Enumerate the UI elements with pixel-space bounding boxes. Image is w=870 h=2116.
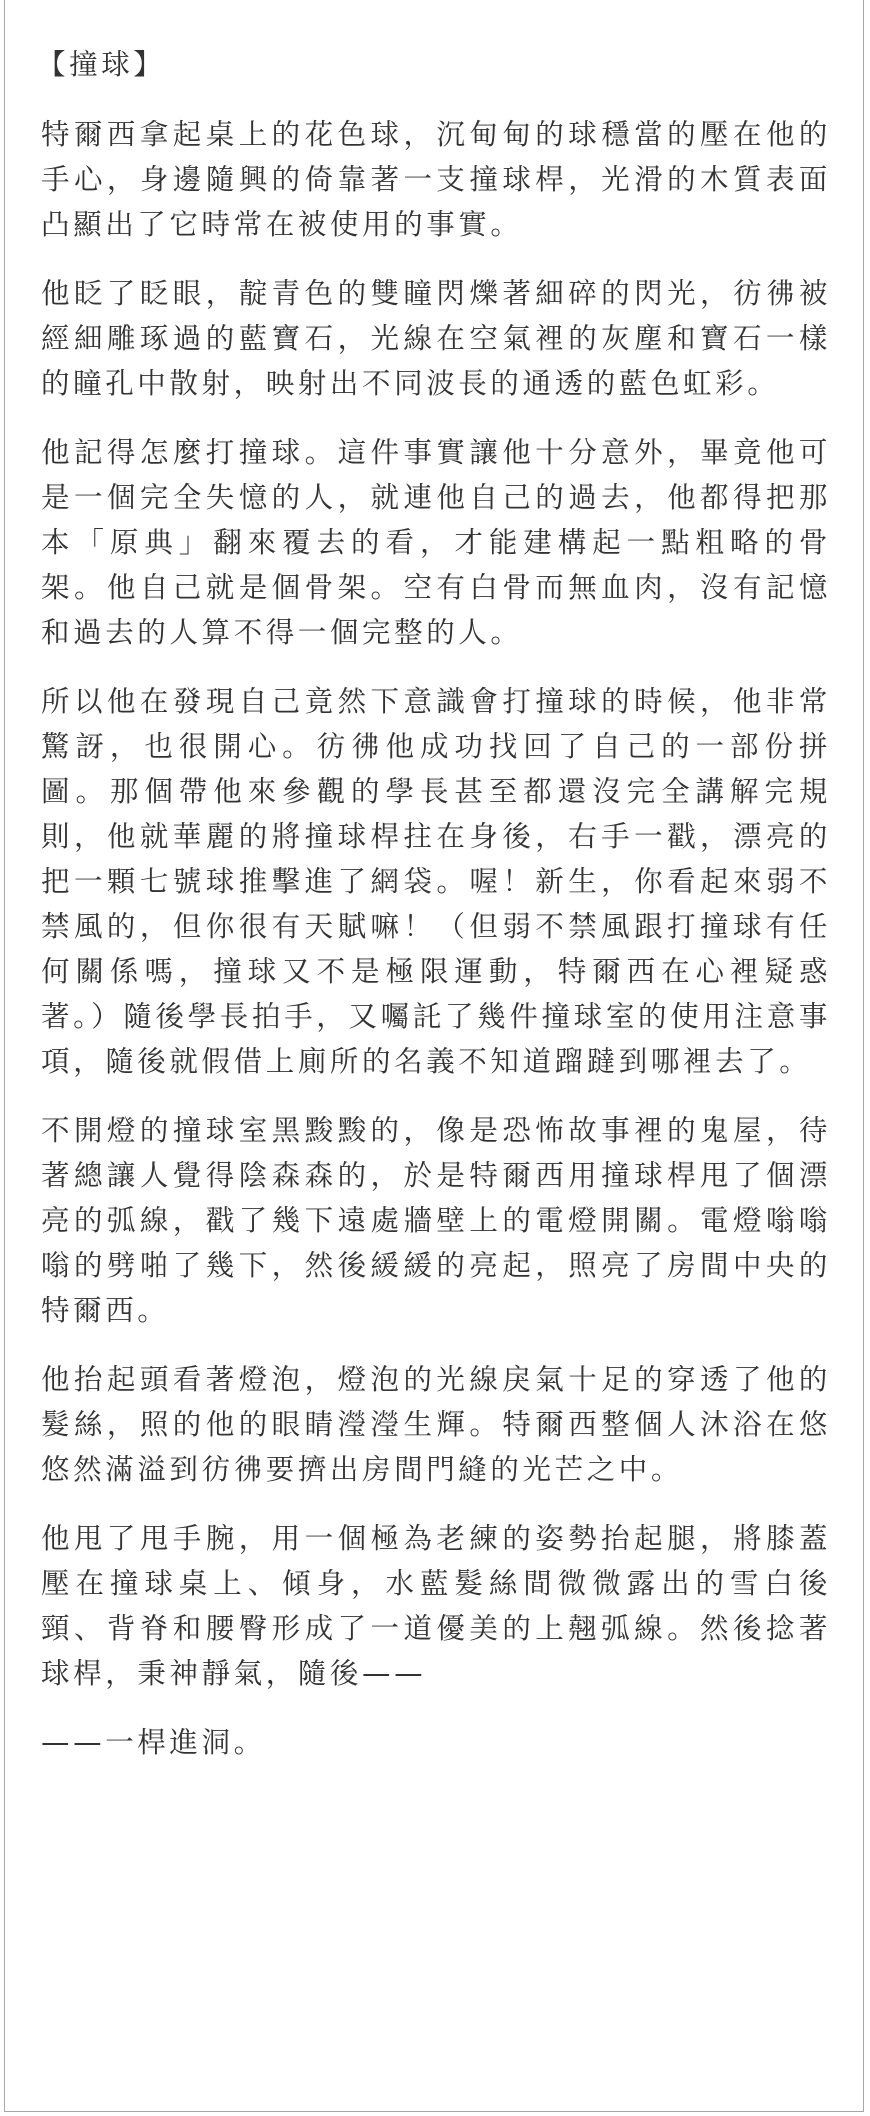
page-frame [4, 0, 864, 2112]
paragraph-2: 他眨了眨眼，靛青色的雙瞳閃爍著細碎的閃光，彷彿被經細雕琢過的藍寶石，光線在空氣裡的灰塵和寶石一樣的瞳孔中散射，映射出不同波長的通透的藍色虹彩。 [41, 277, 831, 400]
paragraph-5: 不開燈的撞球室黑黢黢的，像是恐怖故事裡的鬼屋，待著總讓人覺得陰森森的，於是特爾西用撞球桿甩了個漂亮的弧線，戳了幾下遠處牆壁上的電燈開關。電燈嗡嗡嗡的劈啪了幾下，然後緩緩的亮起，照亮了房間中央的特爾西。 [41, 1114, 831, 1327]
chapter-title: 【撞球】 [37, 48, 166, 81]
document-body [37, 42, 831, 1789]
paragraph-1: 特爾西拿起桌上的花色球，沉甸甸的球穩當的壓在他的手心，身邊隨興的倚靠著一支撞球桿，光滑的木質表面凸顯出了它時常在被使用的事實。 [41, 118, 831, 241]
paragraph-4: 所以他在發現自己竟然下意識會打撞球的時候，他非常驚訝，也很開心。彷彿他成功找回了自己的一部份拼圖。那個帶他來參觀的學長甚至都還沒完全講解完規則，他就華麗的將撞球桿拄在身後，右手一戳，漂亮的把一顆七號球推擊進了網袋。喔！新生，你看起來弱不禁風的，但你很有天賦嘛！（但弱不禁風跟打撞球有任何關係嗎，撞球又不是極限運動，特爾西在心裡疑惑著。）隨後學長拍手，又囑託了幾件撞球室的使用注意事項，隨後就假借上廁所的名義不知道蹓躂到哪裡去了。 [41, 685, 831, 1078]
paragraph-6: 他抬起頭看著燈泡，燈泡的光線戾氣十足的穿透了他的髮絲，照的他的眼睛瀅瀅生輝。特爾西整個人沐浴在悠悠然滿溢到彷彿要擠出房間門縫的光芒之中。 [41, 1363, 831, 1486]
paragraph-3: 他記得怎麼打撞球。這件事實讓他十分意外，畢竟他可是一個完全失憶的人，就連他自己的過去，他都得把那本「原典」翻來覆去的看，才能建構起一點粗略的骨架。他自己就是個骨架。空有白骨而無血肉，沒有記憶和過去的人算不得一個完整的人。 [41, 436, 831, 649]
paragraph-8: ——一桿進洞。 [41, 1726, 266, 1759]
paragraph-7: 他甩了甩手腕，用一個極為老練的姿勢抬起腿，將膝蓋壓在撞球桌上、傾身，水藍髮絲間微微露出的雪白後頸、背脊和腰臀形成了一道優美的上翹弧線。然後捻著球桿，秉神靜氣，隨後—— [41, 1522, 831, 1690]
